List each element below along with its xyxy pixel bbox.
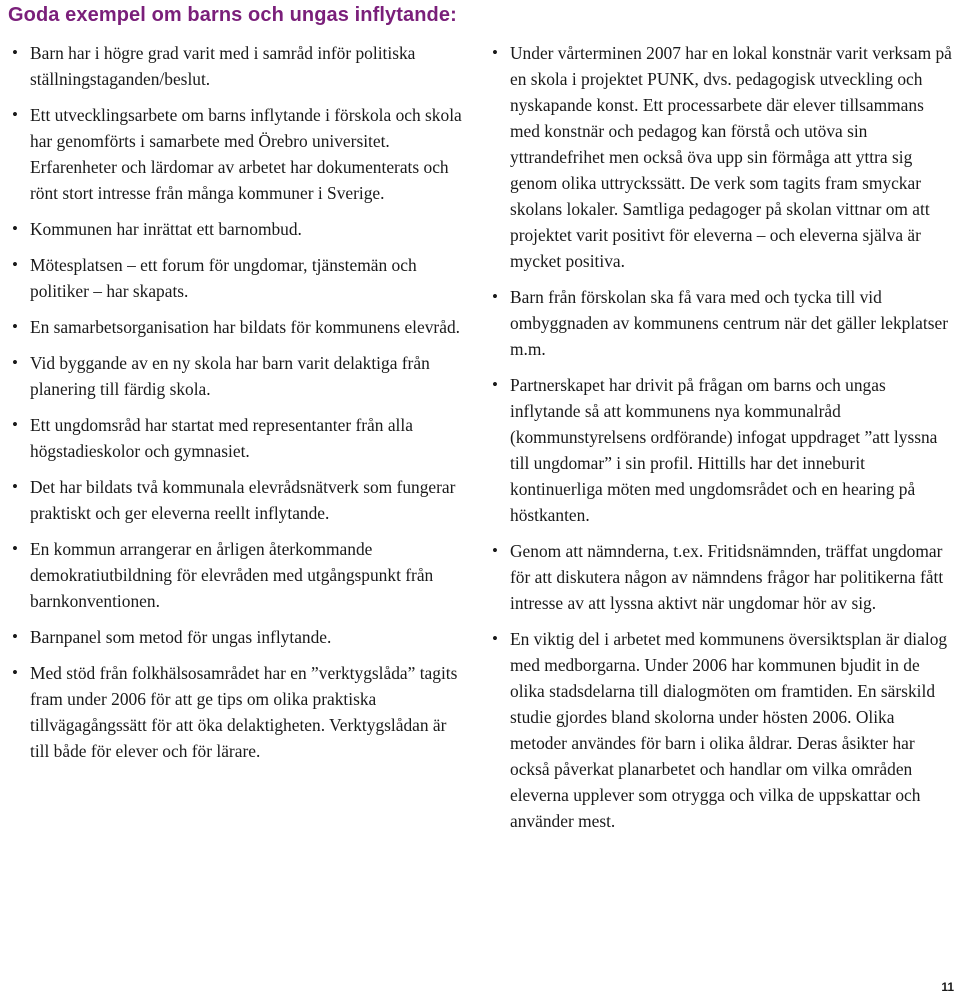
list-item-text: Med stöd från folkhälsosamrådet har en ”verktygslåda” tagits fram under 2006 för att ge tips om olika praktiska tillvägagångssätt för att öka delaktigheten. Verktygslådan är till både för elever och för lärare. — [30, 663, 458, 761]
list-item — [12, 412, 464, 464]
list-item-text: En samarbetsorganisation har bildats för kommunens elevråd. — [30, 317, 460, 337]
list-item-text: Ett utvecklingsarbete om barns inflytande i förskola och skola har genomförts i samarbete med Örebro universitet. Erfarenheter och lärdomar av arbetet har dokumenterats och rönt stort intresse från många kommuner i Sverige. — [30, 105, 462, 203]
bullet-icon: • — [492, 287, 498, 306]
bullet-icon: • — [12, 43, 18, 62]
page-number: 11 — [941, 980, 954, 994]
bullet-icon: • — [12, 539, 18, 558]
bullet-icon: • — [492, 375, 498, 394]
bullet-icon: • — [12, 663, 18, 682]
bullet-icon: • — [12, 627, 18, 646]
list-item-text: Vid byggande av en ny skola har barn varit delaktiga från planering till färdig skola. — [30, 353, 430, 399]
bullet-icon: • — [12, 477, 18, 496]
list-item — [492, 372, 954, 528]
right-column-list — [492, 40, 954, 844]
list-item-text: Under vårterminen 2007 har en lokal konstnär varit verksam på en skola i projektet PUNK, dvs. pedagogisk utveckling och nyskapande konst. Ett processarbete där elever tillsammans med konstnär och pedagog kan förstå och utöva sin yttrandefrihet men också öva upp sin förmåga att yttra sig genom olika uttryckssätt. De verk som tagits fram smyckar skolans lokaler. Samtliga pedagoger på skolan vittnar om att projektet varit positivt för eleverna – och eleverna själva är mycket positiva. — [510, 43, 952, 271]
list-item — [12, 536, 464, 614]
list-item — [12, 216, 464, 242]
list-item-text: Ett ungdomsråd har startat med representanter från alla högstadieskolor och gymnasiet. — [30, 415, 413, 461]
list-item — [492, 40, 954, 274]
list-item-text: Barn från förskolan ska få vara med och tycka till vid ombyggnaden av kommunens centrum när det gäller lekplatser m.m. — [510, 287, 949, 359]
list-item-text: En viktig del i arbetet med kommunens översiktsplan är dialog med medborgarna. Under 2006 har kommunen bjudit in de olika stadsdelarna till dialogmöten om framtiden. En särskild studie gjordes bland skolorna under hösten 2006. Olika metoder användes för barn i olika åldrar. Deras åsikter har också påverkat planarbetet och handlar om vilka områden eleverna upplever som otrygga och vilka de uppskattar och använder mest. — [510, 629, 948, 831]
left-column-list — [12, 40, 464, 774]
list-item-text: Barn har i högre grad varit med i samråd inför politiska ställningstaganden/beslut. — [30, 43, 416, 89]
list-item — [12, 102, 464, 206]
list-item-text: En kommun arrangerar en årligen återkommande demokratiutbildning för elevråden med utgångspunkt från barnkonventionen. — [30, 539, 434, 611]
list-item — [12, 624, 464, 650]
list-item — [492, 284, 954, 362]
list-item — [12, 314, 464, 340]
list-item — [12, 252, 464, 304]
list-item-text: Det har bildats två kommunala elevrådsnätverk som fungerar praktiskt och ger eleverna reellt inflytande. — [30, 477, 456, 523]
bullet-icon: • — [12, 353, 18, 372]
list-item-text: Barnpanel som metod för ungas inflytande. — [30, 627, 332, 647]
list-item — [492, 626, 954, 834]
page-heading: Goda exempel om barns och ungas inflytande: — [8, 4, 457, 26]
list-item-text: Partnerskapet har drivit på frågan om barns och ungas inflytande så att kommunens nya kommunalråd (kommunstyrelsens ordförande) infogat uppdraget ”att lyssna till ungdomar” i sin profil. Hittills har det inneburit kontinuerliga möten med ungdomsrådet och en hearing på höstkanten. — [510, 375, 938, 525]
list-item — [12, 40, 464, 92]
list-item-text: Mötesplatsen – ett forum för ungdomar, tjänstemän och politiker – har skapats. — [30, 255, 417, 301]
bullet-icon: • — [12, 219, 18, 238]
bullet-icon: • — [492, 43, 498, 62]
list-item-text: Genom att nämnderna, t.ex. Fritidsnämnden, träffat ungdomar för att diskutera någon av nämndens frågor har politikerna fått intresse av att lyssna aktivt när ungdomar hör av sig. — [510, 541, 944, 613]
list-item — [492, 538, 954, 616]
bullet-icon: • — [492, 541, 498, 560]
bullet-icon: • — [492, 629, 498, 648]
bullet-icon: • — [12, 105, 18, 124]
list-item-text: Kommunen har inrättat ett barnombud. — [30, 219, 302, 239]
list-item — [12, 474, 464, 526]
bullet-icon: • — [12, 415, 18, 434]
list-item — [12, 350, 464, 402]
bullet-icon: • — [12, 255, 18, 274]
bullet-icon: • — [12, 317, 18, 336]
list-item — [12, 660, 464, 764]
